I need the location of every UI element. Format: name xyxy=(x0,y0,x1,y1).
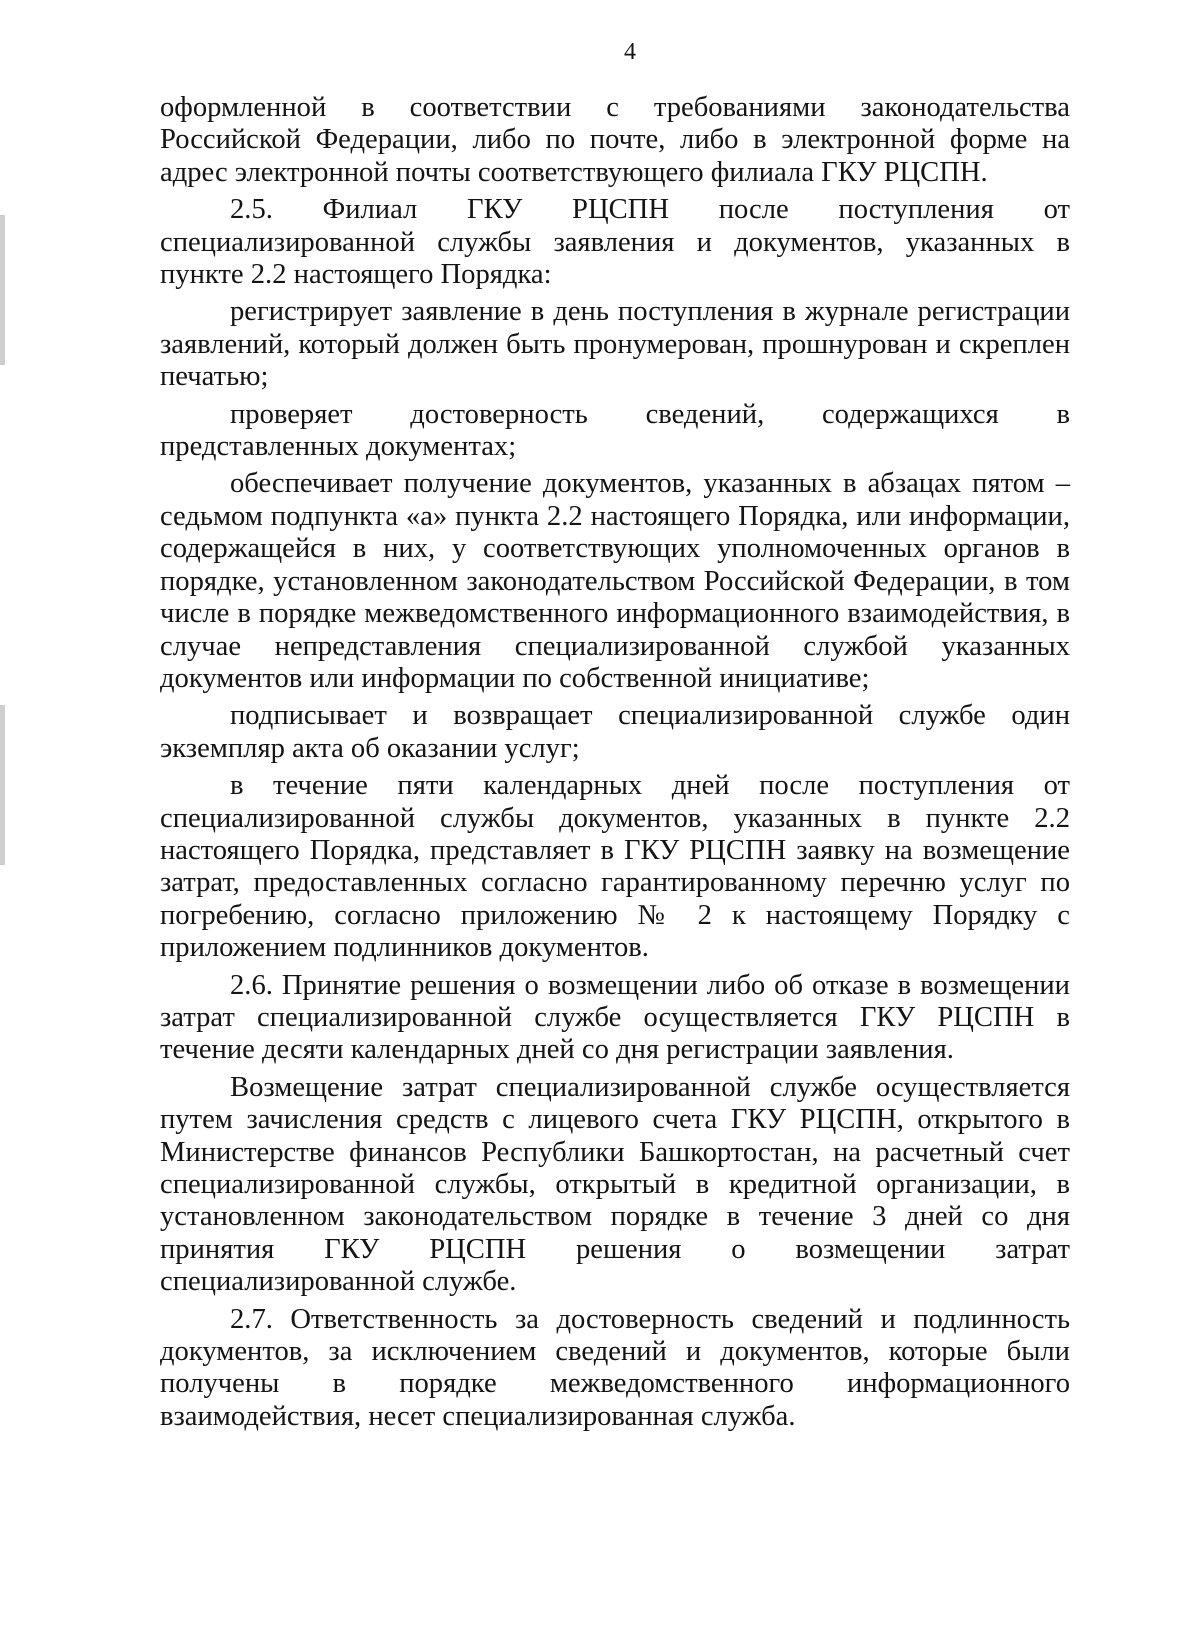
page-number: 4 xyxy=(624,39,636,65)
paragraph-verifies-information: проверяет достоверность сведений, содержащихся в представленных документах; xyxy=(160,398,1070,463)
scan-edge-mark-top xyxy=(0,215,5,365)
scan-edge-mark-bottom xyxy=(0,705,5,865)
paragraph-signs-act: подписывает и возвращает специализированной службе один экземпляр акта об оказании услуг; xyxy=(160,700,1070,764)
paragraph-2-5: 2.5. Филиал ГКУ РЦСПН после поступления от специализированной службы заявления и документов, указанных в пункте 2.2 настоящего Порядка: xyxy=(160,194,1070,291)
paragraph-continuation: оформленной в соответствии с требованиями законодательства Российской Федерации, либо по почте, либо в электронной форме на адрес электронной почты соответствующего филиала ГКУ РЦСПН. xyxy=(160,92,1070,188)
paragraph-reimbursement: Возмещение затрат специализированной службе осуществляется путем зачисления средств с лицевого счета ГКУ РЦСПН, открытого в Министерстве финансов Республики Башкортостан, на расчетный счет специализированной службы, открытый в кредитной организации, в установленном законодательством порядке в течение 3 дней со дня принятия ГКУ РЦСПН решения о возмещении затрат специализированной службе. xyxy=(160,1071,1070,1298)
paragraph-submits-request: в течение пяти календарных дней после поступления от специализированной службы документов, указанных в пункте 2.2 настоящего Порядка, представляет в ГКУ РЦСПН заявку на возмещение затрат, предоставленных согласно гарантированному перечню услуг по погребению, согласно приложению № 2 к настоящему Порядку с приложением подлинников документов. xyxy=(160,770,1070,964)
paragraph-2-6: 2.6. Принятие решения о возмещении либо об отказе в возмещении затрат специализированной службе осуществляется ГКУ РЦСПН в течение десяти календарных дней со дня регистрации заявления. xyxy=(160,969,1070,1066)
paragraph-2-7: 2.7. Ответственность за достоверность сведений и подлинность документов, за исключением сведений и документов, которые были получены в порядке межведомственного информационного взаимодействия, несет специализированная служба. xyxy=(160,1303,1070,1432)
document-body xyxy=(160,92,1070,1433)
paragraph-registers-application: регистрирует заявление в день поступления в журнале регистрации заявлений, который должен быть пронумерован, прошнурован и скреплен печатью; xyxy=(160,296,1070,393)
paragraph-ensures-documents: обеспечивает получение документов, указанных в абзацах пятом – седьмом подпункта «а» пункта 2.2 настоящего Порядка, или информации, содержащейся в них, у соответствующих уполномоченных органов в порядке, установленном законодательством Российской Федерации, в том числе в порядке межведомственного информационного взаимодействия, в случае непредставления специализированной службой указанных документов или информации по собственной инициативе; xyxy=(160,468,1070,694)
